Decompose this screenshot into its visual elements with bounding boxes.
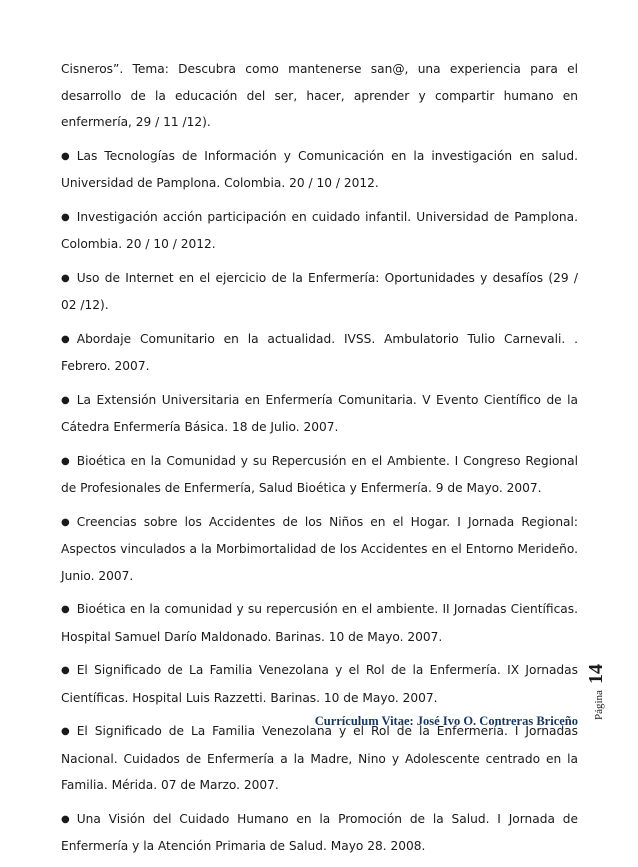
paragraph-text: El Significado de La Familia Venezolana y el Rol de la Enfermería. I Jornadas Nacional. Cuidados de Enfermería a la Madre, Nino y Adolescente centrado en la Familia. Mérida. 07 de Marzo. 2007.	[61, 724, 578, 792]
paragraph-text: Las Tecnologías de Información y Comunicación en la investigación en salud. Universidad de Pamplona. Colombia. 20 / 10 / 2012.	[61, 148, 578, 190]
page-number-label	[585, 660, 625, 720]
bullet-icon: ●	[61, 455, 70, 467]
page-footer: Currículum Vitae: José Ivo O. Contreras Briceño	[314, 714, 578, 728]
bullet-icon: ●	[61, 813, 70, 825]
list-item	[61, 448, 578, 502]
list-item	[61, 806, 578, 860]
page-word: Página	[593, 690, 605, 720]
paragraph-text: Cisneros”. Tema: Descubra como mantenerse san@, una experiencia para el desarrollo de la educación del ser, hacer, aprender y compartir humano en enfermería, 29 / 11 /12).	[61, 62, 578, 129]
paragraph-text: Uso de Internet en el ejercicio de la Enfermería: Oportunidades y desafíos (29 / 02 /12).	[61, 270, 578, 312]
list-item	[61, 56, 578, 136]
bullet-icon: ●	[61, 333, 70, 345]
bullet-icon: ●	[61, 150, 70, 162]
bullet-icon: ●	[61, 272, 70, 284]
list-item	[61, 265, 578, 319]
bullet-icon: ●	[61, 516, 70, 528]
paragraph-text: Abordaje Comunitario en la actualidad. IVSS. Ambulatorio Tulio Carnevali. . Febrero. 2007.	[61, 331, 578, 373]
list-item	[61, 509, 578, 590]
bullet-icon: ●	[61, 726, 70, 737]
paragraph-text: El Significado de La Familia Venezolana y el Rol de la Enfermería. IX Jornadas Científicas. Hospital Luis Razzetti. Barinas. 10 de Mayo. 2007.	[61, 663, 578, 705]
list-item	[61, 326, 578, 380]
paragraph-text: Creencias sobre los Accidentes de los Niños en el Hogar. I Jornada Regional: Aspectos vinculados a la Morbimortalidad de los Accidentes en el Entorno Merideño. Junio. 2007.	[61, 514, 578, 583]
list-item	[61, 143, 578, 197]
bullet-icon: ●	[61, 394, 70, 406]
page-number: 14	[585, 664, 607, 685]
bullet-icon: ●	[61, 211, 70, 223]
document-body	[61, 56, 578, 867]
paragraph-text: Investigación acción participación en cuidado infantil. Universidad de Pamplona. Colombia. 20 / 10 / 2012.	[61, 209, 578, 251]
paragraph-text: La Extensión Universitaria en Enfermería Comunitaria. V Evento Científico de la Cátedra Enfermería Básica. 18 de Julio. 2007.	[61, 392, 578, 434]
paragraph-text: Bioética en la comunidad y su repercusión en el ambiente. II Jornadas Científicas. Hospital Samuel Darío Maldonado. Barinas. 10 de Mayo. 2007.	[61, 602, 578, 644]
list-item	[61, 387, 578, 441]
list-item	[61, 204, 578, 258]
list-item	[61, 596, 578, 650]
paragraph-text: Una Visión del Cuidado Humano en la Promoción de la Salud. I Jornada de Enfermería y la Atención Primaria de Salud. Mayo 28. 2008.	[61, 811, 578, 853]
paragraph-text: Bioética en la Comunidad y su Repercusión en el Ambiente. I Congreso Regional de Profesionales de Enfermería, Salud Bioética y Enfermería. 9 de Mayo. 2007.	[61, 453, 578, 495]
bullet-icon: ●	[61, 604, 70, 615]
page-number-rotated	[585, 664, 608, 720]
bullet-icon: ●	[61, 665, 70, 676]
list-item	[61, 718, 578, 799]
list-item	[61, 657, 578, 711]
